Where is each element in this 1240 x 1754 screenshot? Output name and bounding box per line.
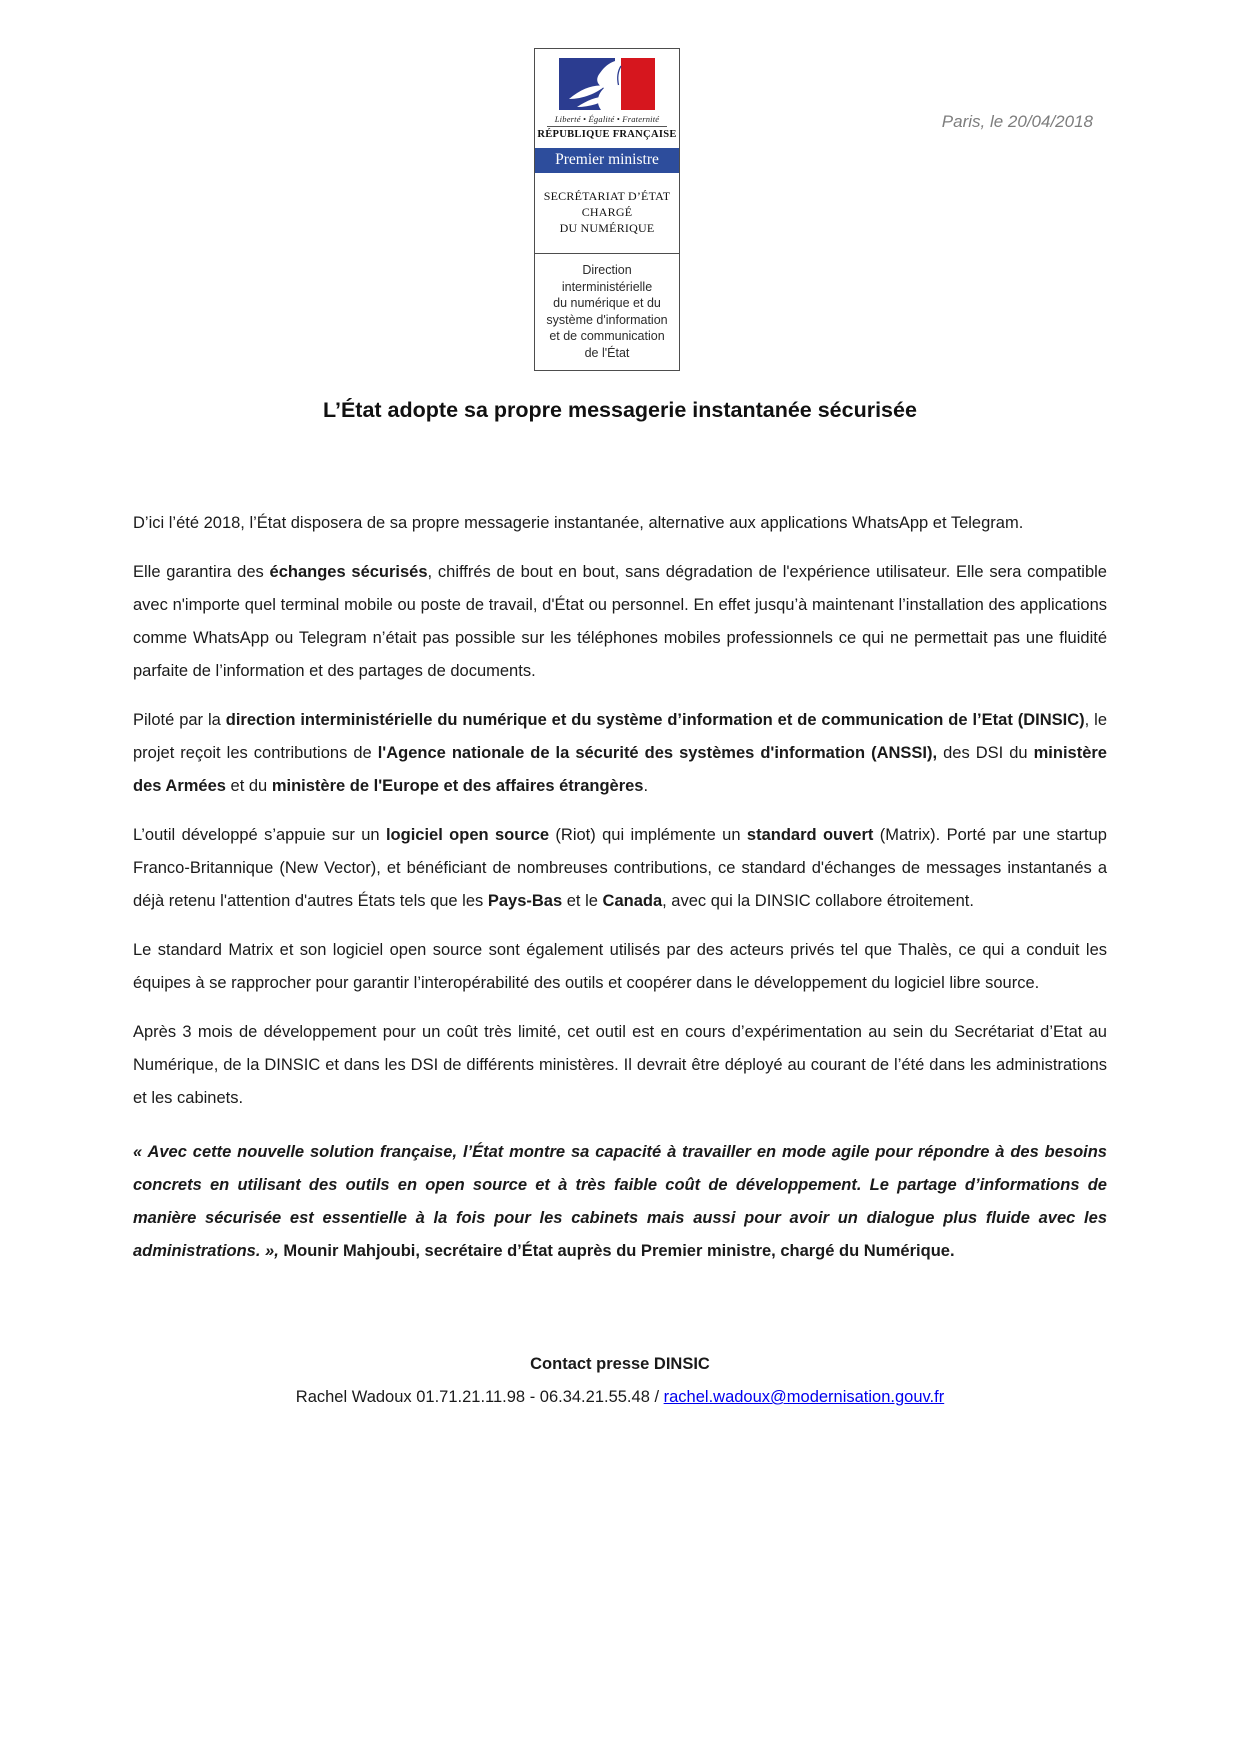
republic-logo-box	[534, 48, 680, 254]
direction-label-box	[534, 253, 680, 371]
body-paragraph: D’ici l’été 2018, l’État disposera de sa propre messagerie instantanée, alternative aux applications WhatsApp et Telegram.	[133, 514, 1024, 532]
contact-line	[0, 1381, 1240, 1414]
secretariat-line: CHARGÉ	[581, 205, 633, 219]
french-republic-flag-icon	[559, 58, 655, 110]
contact-name-phones: Rachel Wadoux 01.71.21.11.98 - 06.34.21.55.48 /	[295, 1388, 664, 1406]
body-paragraph: Elle garantira des échanges sécurisés, chiffrés de bout en bout, sans dégradation de l'expérience utilisateur. Elle sera compatible avec n'importe quel terminal mobile ou poste de travail, d'État ou personnel. En effet jusqu’à maintenant l’installation des applications comme WhatsApp ou Telegram n’était pas possible sur les téléphones mobiles professionnels ce qui ne permettait pas une fluidité parfaite de l’information et des partages de documents.	[133, 563, 1107, 680]
secretariat-line: DU NUMÉRIQUE	[559, 221, 655, 235]
direction-line: du numérique et du	[553, 296, 661, 310]
motto-divider	[547, 126, 667, 127]
secretariat-label	[535, 188, 679, 253]
body-paragraph: Piloté par la direction interministérielle du numérique et du système d’information et de communication de l’Etat (DINSIC), le projet reçoit les contributions de l'Agence nationale de la sécurité des systèmes d'information (ANSSI), des DSI du ministère des Armées et du ministère de l'Europe et des affaires étrangères.	[133, 711, 1108, 795]
body-paragraph: Le standard Matrix et son logiciel open source sont également utilisés par des acteurs privés tel que Thalès, ce qui a conduit les équipes à se rapprocher pour garantir l’interopérabilité des outils et coopérer dans le développement du logiciel libre source.	[133, 941, 1107, 992]
direction-line: de l'État	[584, 345, 630, 360]
date-line: Paris, le 20/04/2018	[941, 112, 1093, 131]
republic-text: RÉPUBLIQUE FRANÇAISE	[537, 129, 677, 140]
letterhead-logo-block	[534, 48, 680, 371]
body-paragraph: Après 3 mois de développement pour un coût très limité, cet outil est en cours d’expérimentation au sein du Secrétariat d’Etat au Numérique, de la DINSIC et dans les DSI de différents ministères. Il devrait être déployé au courant de l’été dans les administrations et les cabinets.	[133, 1023, 1107, 1107]
page-title: L’État adopte sa propre messagerie instantanée sécurisée	[323, 398, 917, 422]
direction-line: Direction	[582, 263, 632, 277]
body-text	[133, 507, 1107, 1268]
press-contact-footer	[0, 1348, 1240, 1414]
motto-text: Liberté • Égalité • Fraternité	[554, 114, 660, 124]
quote-paragraph: « Avec cette nouvelle solution française, l’État montre sa capacité à travailler en mode agile pour répondre à des besoins concrets en utilisant des outils en open source et à très faible coût de développement. Le partage d’informations de manière sécurisée est essentielle à la fois pour les cabinets mais aussi pour avoir un dialogue plus fluide avec les administrations. », Mounir Mahjoubi, secrétaire d’État auprès du Premier ministre, chargé du Numérique.	[133, 1143, 1107, 1260]
premier-ministre-banner: Premier ministre	[535, 148, 679, 173]
body-paragraph: L’outil développé s’appuie sur un logiciel open source (Riot) qui implémente un standard ouvert (Matrix). Porté par une startup Franco-Britannique (New Vector), et bénéficiant de nombreuses contributions, ce standard d'échanges de messages instantanés a déjà retenu l'attention d'autres États tels que les Pays-Bas et le Canada, avec qui la DINSIC collabore étroitement.	[133, 826, 1107, 910]
direction-line: système d'information	[546, 312, 668, 327]
contact-title: Contact presse DINSIC	[530, 1355, 710, 1373]
contact-email-link[interactable]: rachel.wadoux@modernisation.gouv.fr	[663, 1388, 945, 1406]
direction-line: interministérielle	[561, 279, 653, 294]
secretariat-line: SECRÉTARIAT D’ÉTAT	[543, 189, 671, 203]
direction-line: et de communication	[549, 329, 665, 343]
